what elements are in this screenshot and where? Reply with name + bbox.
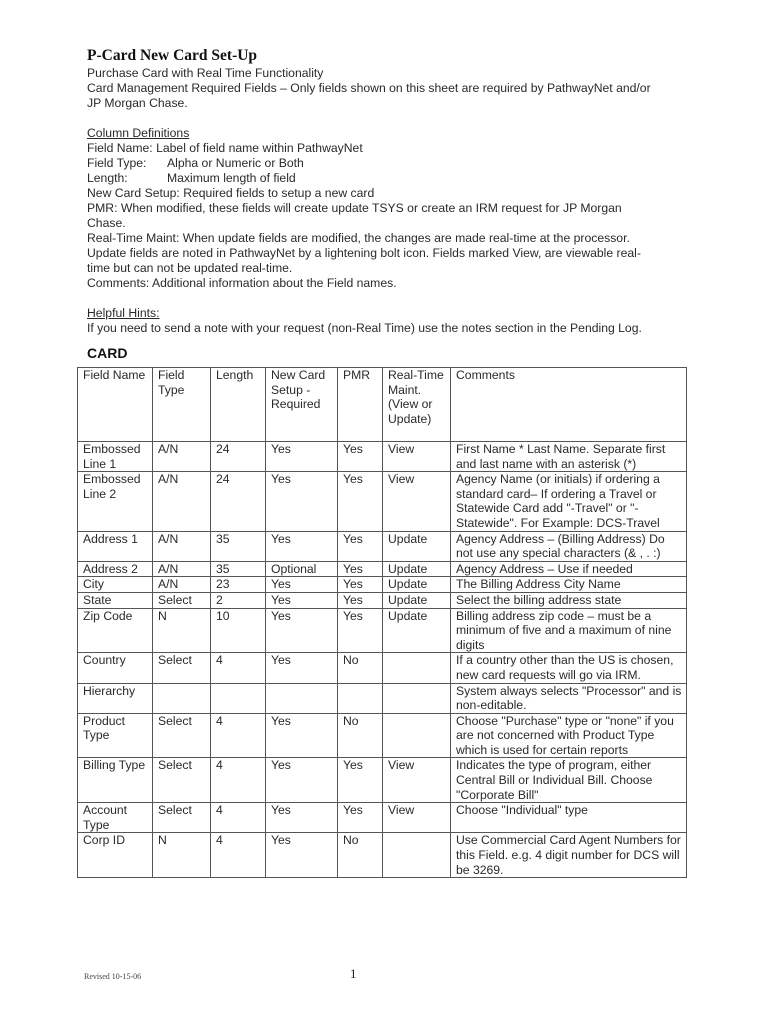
table-row — [78, 683, 687, 713]
cell-field-type: Select — [153, 803, 211, 833]
cell-real-time-maint: View — [383, 803, 451, 833]
cell-new-card-setup: Yes — [266, 608, 338, 653]
cell-new-card-setup: Optional — [266, 561, 338, 577]
table-row — [78, 653, 687, 683]
cell-length: 24 — [211, 442, 266, 472]
def-pmr-line-1: PMR: When modified, these fields will create update TSYS or create an IRM request for JP Morgan — [87, 201, 622, 215]
def-length-label: Length: — [87, 171, 128, 185]
cell-pmr: Yes — [338, 592, 383, 608]
cell-new-card-setup: Yes — [266, 833, 338, 878]
table-row — [78, 472, 687, 531]
cell-field-name: Account Type — [78, 803, 153, 833]
cell-real-time-maint: Update — [383, 608, 451, 653]
cell-real-time-maint: View — [383, 758, 451, 803]
cell-comments: The Billing Address City Name — [451, 577, 687, 593]
table-row — [78, 833, 687, 878]
cell-new-card-setup: Yes — [266, 531, 338, 561]
cell-pmr: Yes — [338, 577, 383, 593]
table-row — [78, 608, 687, 653]
cell-length: 2 — [211, 592, 266, 608]
cell-pmr: Yes — [338, 442, 383, 472]
cell-pmr: Yes — [338, 803, 383, 833]
cell-length: 35 — [211, 531, 266, 561]
cell-real-time-maint — [383, 833, 451, 878]
cell-comments: Agency Name (or initials) if ordering a standard card– If ordering a Travel or Statewide Card add "-Travel" or "-Statewide". For Example: DCS-Travel — [451, 472, 687, 531]
cell-length: 24 — [211, 472, 266, 531]
cell-field-name: Corp ID — [78, 833, 153, 878]
cell-new-card-setup: Yes — [266, 653, 338, 683]
table-row — [78, 531, 687, 561]
cell-pmr: Yes — [338, 531, 383, 561]
cell-pmr: Yes — [338, 758, 383, 803]
cell-field-type: A/N — [153, 577, 211, 593]
cell-pmr: Yes — [338, 608, 383, 653]
header-length: Length — [211, 368, 266, 442]
cell-field-name: Address 1 — [78, 531, 153, 561]
cell-real-time-maint — [383, 653, 451, 683]
cell-comments: System always selects "Processor" and is non-editable. — [451, 683, 687, 713]
def-real-time-line-2: Update fields are noted in PathwayNet by a lightening bolt icon. Fields marked View, are viewable real- — [87, 246, 641, 260]
page-number: 1 — [350, 966, 357, 981]
table-header-row — [78, 368, 687, 442]
required-fields-line-2: JP Morgan Chase. — [87, 96, 188, 110]
cell-pmr: Yes — [338, 561, 383, 577]
cell-field-name: Country — [78, 653, 153, 683]
required-fields-line-1: Card Management Required Fields – Only fields shown on this sheet are required by PathwayNet and/or — [87, 81, 651, 95]
cell-field-name: State — [78, 592, 153, 608]
cell-length: 10 — [211, 608, 266, 653]
cell-real-time-maint: View — [383, 442, 451, 472]
table-row — [78, 561, 687, 577]
cell-field-type — [153, 683, 211, 713]
cell-new-card-setup: Yes — [266, 442, 338, 472]
section-title-card: CARD — [87, 345, 128, 361]
cell-comments: Billing address zip code – must be a minimum of five and a maximum of nine digits — [451, 608, 687, 653]
cell-real-time-maint: Update — [383, 561, 451, 577]
cell-pmr: No — [338, 833, 383, 878]
helpful-hints-text: If you need to send a note with your request (non-Real Time) use the notes section in the Pending Log. — [87, 321, 642, 335]
cell-field-name: Billing Type — [78, 758, 153, 803]
cell-comments: Agency Address – Use if needed — [451, 561, 687, 577]
cell-field-name: Zip Code — [78, 608, 153, 653]
header-real-time-maint: Real-Time Maint. (View or Update) — [383, 368, 451, 442]
cell-pmr: Yes — [338, 472, 383, 531]
cell-length: 4 — [211, 758, 266, 803]
card-fields-table — [77, 367, 687, 878]
cell-length: 4 — [211, 653, 266, 683]
cell-field-type: A/N — [153, 561, 211, 577]
def-field-type-label: Field Type: — [87, 156, 147, 170]
cell-field-type: Select — [153, 592, 211, 608]
cell-real-time-maint: Update — [383, 531, 451, 561]
def-comments: Comments: Additional information about the Field names. — [87, 276, 397, 290]
def-length — [87, 171, 687, 186]
cell-comments: If a country other than the US is chosen, new card requests will go via IRM. — [451, 653, 687, 683]
cell-field-name: Address 2 — [78, 561, 153, 577]
column-definitions — [87, 126, 687, 291]
cell-field-type: Select — [153, 713, 211, 758]
definitions-heading: Column Definitions — [87, 126, 190, 140]
header-pmr: PMR — [338, 368, 383, 442]
cell-comments: Indicates the type of program, either Central Bill or Individual Bill. Choose "Corporate Bill" — [451, 758, 687, 803]
cell-new-card-setup: Yes — [266, 592, 338, 608]
cell-real-time-maint: Update — [383, 577, 451, 593]
table-row — [78, 713, 687, 758]
def-field-type — [87, 156, 687, 171]
cell-new-card-setup — [266, 683, 338, 713]
cell-field-name: City — [78, 577, 153, 593]
table-row — [78, 442, 687, 472]
cell-comments: Agency Address – (Billing Address) Do not use any special characters (& , . :) — [451, 531, 687, 561]
cell-field-type: Select — [153, 758, 211, 803]
cell-field-type: A/N — [153, 472, 211, 531]
def-length-text: Maximum length of field — [167, 171, 296, 185]
cell-field-name: Hierarchy — [78, 683, 153, 713]
cell-comments: Choose "Purchase" type or "none" if you are not concerned with Product Type which is used for certain reports — [451, 713, 687, 758]
cell-comments: Use Commercial Card Agent Numbers for this Field. e.g. 4 digit number for DCS will be 3269. — [451, 833, 687, 878]
cell-pmr — [338, 683, 383, 713]
header-comments: Comments — [451, 368, 687, 442]
cell-field-name: Embossed Line 1 — [78, 442, 153, 472]
page-title: P-Card New Card Set-Up — [87, 47, 258, 64]
helpful-hints-heading: Helpful Hints: — [87, 306, 160, 320]
cell-new-card-setup: Yes — [266, 577, 338, 593]
cell-field-type: N — [153, 608, 211, 653]
cell-pmr: No — [338, 653, 383, 683]
def-real-time-line-1: Real-Time Maint: When update fields are modified, the changes are made real-time at the processor. — [87, 231, 630, 245]
cell-field-name: Embossed Line 2 — [78, 472, 153, 531]
header-field-type: Field Type — [153, 368, 211, 442]
cell-real-time-maint: View — [383, 472, 451, 531]
header-new-card-setup: New Card Setup - Required — [266, 368, 338, 442]
cell-comments: First Name * Last Name. Separate first and last name with an asterisk (*) — [451, 442, 687, 472]
cell-length: 35 — [211, 561, 266, 577]
cell-comments: Select the billing address state — [451, 592, 687, 608]
def-field-type-text: Alpha or Numeric or Both — [167, 156, 304, 170]
cell-real-time-maint: Update — [383, 592, 451, 608]
cell-new-card-setup: Yes — [266, 758, 338, 803]
table-row — [78, 803, 687, 833]
table-row — [78, 758, 687, 803]
cell-field-type: A/N — [153, 442, 211, 472]
def-new-card: New Card Setup: Required fields to setup a new card — [87, 186, 375, 200]
cell-real-time-maint — [383, 713, 451, 758]
cell-real-time-maint — [383, 683, 451, 713]
cell-pmr: No — [338, 713, 383, 758]
cell-length: 4 — [211, 833, 266, 878]
def-pmr-line-2: Chase. — [87, 216, 126, 230]
def-real-time-line-3: time but can not be updated real-time. — [87, 261, 293, 275]
table-row — [78, 577, 687, 593]
cell-new-card-setup: Yes — [266, 713, 338, 758]
cell-length: 4 — [211, 713, 266, 758]
cell-length: 23 — [211, 577, 266, 593]
cell-field-type: Select — [153, 653, 211, 683]
def-field-name-label: Field Name: — [87, 141, 153, 155]
def-field-name — [87, 141, 687, 156]
cell-field-name: Product Type — [78, 713, 153, 758]
cell-length — [211, 683, 266, 713]
subtitle: Purchase Card with Real Time Functionality — [87, 66, 324, 80]
document-body — [87, 46, 687, 361]
revised-date: Revised 10-15-06 — [84, 972, 142, 981]
cell-field-type: N — [153, 833, 211, 878]
cell-field-type: A/N — [153, 531, 211, 561]
table-row — [78, 592, 687, 608]
cell-comments: Choose "Individual" type — [451, 803, 687, 833]
cell-length: 4 — [211, 803, 266, 833]
def-field-name-text: Label of field name within PathwayNet — [156, 141, 363, 155]
cell-new-card-setup: Yes — [266, 803, 338, 833]
cell-new-card-setup: Yes — [266, 472, 338, 531]
header-field-name: Field Name — [78, 368, 153, 442]
